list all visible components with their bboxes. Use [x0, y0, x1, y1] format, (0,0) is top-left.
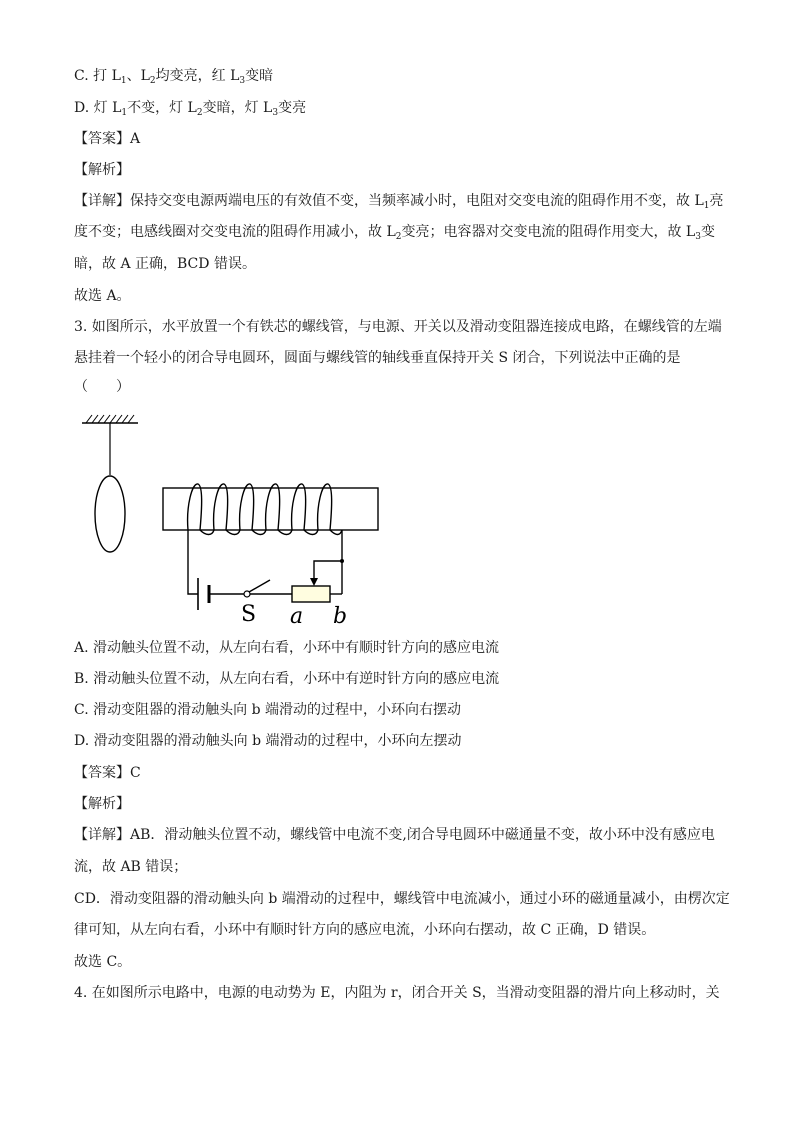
q3-conclusion: 故选 C。 [74, 954, 132, 970]
conducting-ring [95, 476, 125, 552]
solenoid-circuit-diagram [74, 378, 394, 628]
q3-answer: 【答案】C [74, 765, 141, 781]
q2-option-c: C. 打 $L_1$、$L_2$均变亮，红 $L_3$变暗 [74, 68, 274, 86]
slider-arrow-icon [310, 578, 318, 586]
q2-detail-line-1: 【详解】保持交变电源两端电压的有效值不变，当频率减小时，电阻对交变电流的阻碍作用不变，故 $L_1$亮 [74, 193, 724, 211]
rheostat-slider [314, 561, 342, 584]
q3-detail-line-3: CD．滑动变阻器的滑动触头向 b 端滑动的过程中，螺线管中电流减小，通过小环的磁通量减小，由楞次定 [74, 891, 730, 907]
q3-option-d: D. 滑动变阻器的滑动触头向 b 端滑动的过程中，小环向左摆动 [74, 733, 462, 749]
q2-detail-line-3: 暗，故 A 正确，BCD 错误。 [74, 256, 256, 272]
iron-core [163, 488, 378, 530]
q3-option-c: C. 滑动变阻器的滑动触头向 b 端滑动的过程中，小环向右摆动 [74, 702, 461, 718]
q3-stem-line-3: （ ） [74, 379, 130, 395]
rheostat-body [292, 586, 330, 602]
q3-stem-line-1: 3. 如图所示，水平放置一个有铁芯的螺线管，与电源、开关以及滑动变阻器连接成电路，在螺线管的左端 [74, 319, 722, 335]
q3-stem-line-2: 悬挂着一个轻小的闭合导电圆环，圆面与螺线管的轴线垂直保持开关 S 闭合，下列说法中正确的是 [74, 350, 681, 366]
q3-analysis-label: 【解析】 [74, 796, 130, 812]
q3-option-a: A. 滑动触头位置不动，从左向右看，小环中有顺时针方向的感应电流 [74, 640, 500, 656]
q2-answer: 【答案】A [74, 131, 141, 147]
rheostat-end-b-label: b [333, 604, 348, 628]
q3-option-b: B. 滑动触头位置不动，从左向右看，小环中有逆时针方向的感应电流 [74, 671, 500, 687]
switch-blade [249, 580, 270, 592]
q2-analysis-label: 【解析】 [74, 162, 130, 178]
q2-conclusion: 故选 A。 [74, 288, 131, 304]
rheostat-end-a-label: a [290, 604, 304, 628]
q2-detail-line-2: 度不变；电感线圈对交变电流的阻碍作用减小，故 $L_2$变亮；电容器对交变电流的阻碍作用变大，故 $L_3$变 [74, 224, 715, 242]
q3-detail-line-1: 【详解】AB．滑动触头位置不动，螺线管中电流不变,闭合导电圆环中磁通量不变，故小环中没有感应电 [74, 827, 715, 843]
circuit-wires [188, 530, 342, 594]
q3-detail-line-2: 流，故 AB 错误； [74, 859, 188, 875]
switch-label: S [241, 602, 257, 627]
q2-option-d: D. 灯 $L_1$不变，灯 $L_2$变暗，灯 $L_3$变亮 [74, 100, 307, 118]
q3-detail-line-4: 律可知，从左向右看，小环中有顺时针方向的感应电流，小环向右摆动，故 C 正确，D 错误。 [74, 922, 656, 938]
q4-stem-line-1: 4. 在如图所示电路中，电源的电动势为 E，内阻为 r，闭合开关 S，当滑动变阻器的滑片向上移动时，关 [74, 985, 720, 1001]
ceiling-hatch [86, 415, 134, 423]
solenoid-coil [188, 484, 342, 535]
junction-dot [340, 559, 344, 563]
